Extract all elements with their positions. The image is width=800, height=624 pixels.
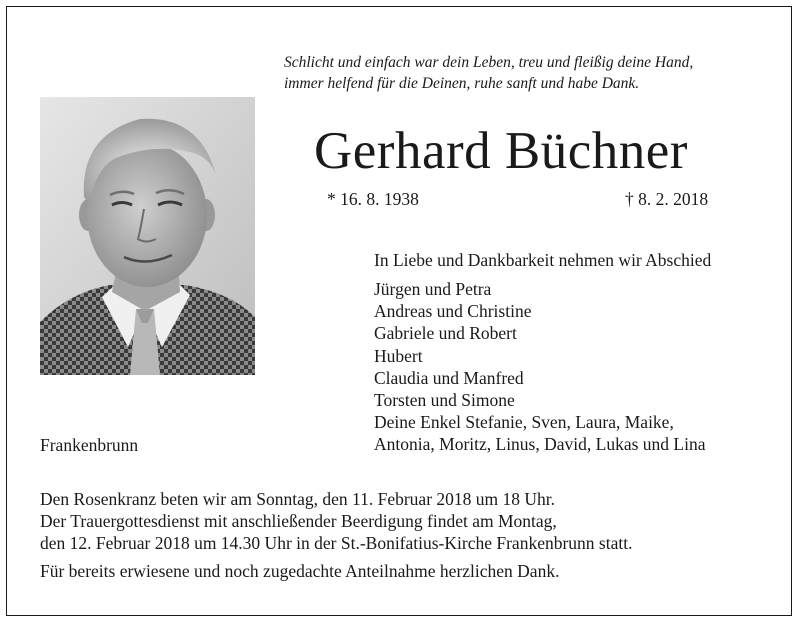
notice-line: den 12. Februar 2018 um 14.30 Uhr in der St.-Bonifatius-Kirche Frankenbrunn statt. [40, 533, 633, 554]
poem-line-1: Schlicht und einfach war dein Leben, treu und fleißig deine Hand, [284, 54, 694, 71]
notice-line: Den Rosenkranz beten wir am Sonntag, den 11. Februar 2018 um 18 Uhr. [40, 489, 556, 509]
mourner-line: Hubert [374, 345, 423, 366]
mourner-line: Andreas und Christine [374, 301, 532, 322]
poem-line-2: immer helfend für die Deinen, ruhe sanft und habe Dank. [284, 75, 640, 92]
mourner-line: Deine Enkel Stefanie, Sven, Laura, Maike, [374, 412, 674, 433]
mourner-line: Claudia und Manfred [374, 367, 524, 388]
mourner-list [374, 278, 705, 456]
death-date: † 8. 2. 2018 [625, 189, 709, 209]
deceased-name: Gerhard Büchner [314, 122, 688, 180]
mourner-line: Gabriele und Robert [374, 323, 517, 344]
notice-line: Der Trauergottesdienst mit anschließender Beerdigung findet am Montag, [40, 511, 557, 532]
mourner-line: Torsten und Simone [374, 390, 515, 411]
portrait-image [40, 97, 255, 375]
place-name: Frankenbrunn [40, 435, 139, 455]
thanks-line: Für bereits erwiesene und noch zugedachte Anteilnahme herzlichen Dank. [40, 561, 560, 581]
service-notice [40, 488, 632, 555]
farewell-line: In Liebe und Dankbarkeit nehmen wir Abschied [374, 250, 712, 270]
mourner-line: Jürgen und Petra [374, 279, 492, 299]
mourner-line: Antonia, Moritz, Linus, David, Lukas und Lina [374, 434, 706, 455]
poem [284, 52, 784, 94]
portrait-photo [40, 97, 255, 375]
birth-date: * 16. 8. 1938 [327, 189, 419, 209]
